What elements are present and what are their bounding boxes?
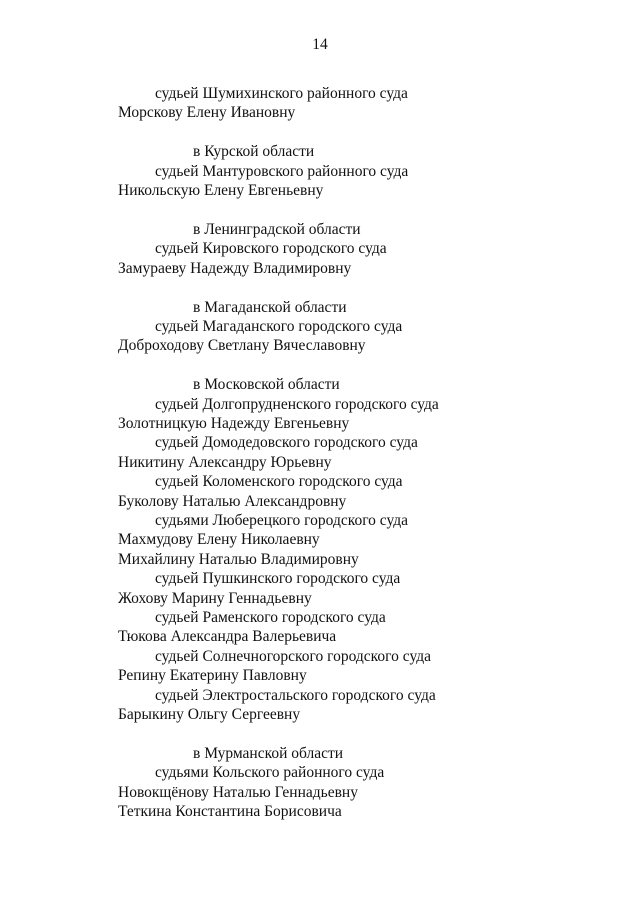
region-block (0, 375, 640, 724)
region-heading: в Мурманской области (193, 744, 344, 762)
court-line: судьей Солнечногорского городского суда (155, 647, 431, 665)
judge-name: Барыкину Ольгу Сергеевну (118, 705, 301, 723)
court-line: судьями Люберецкого городского суда (155, 512, 409, 530)
region-heading: в Магаданской области (193, 298, 347, 316)
judge-name: Махмудову Елену Николаевну (118, 531, 320, 549)
region-block (0, 744, 640, 822)
judge-name: Тюкова Александра Валерьевича (118, 628, 337, 646)
judge-name: Теткина Константина Борисовича (118, 803, 342, 820)
region-block (0, 298, 640, 356)
judge-name: Никольскую Елену Евгеньевну (118, 182, 324, 200)
judge-name: Репину Екатерину Павловну (118, 667, 307, 685)
court-line: судьей Коломенского городского суда (155, 473, 403, 491)
appointment-list (0, 84, 640, 841)
judge-name: Михайлину Наталью Владимировну (118, 550, 359, 568)
page-number: 14 (312, 36, 328, 53)
judge-name: Замураеву Надежду Владимировну (118, 259, 352, 277)
court-line: судьями Кольского районного суда (155, 764, 385, 782)
region-block (0, 84, 640, 123)
judge-name: Никитину Александру Юрьевну (118, 453, 332, 471)
region-block (0, 142, 640, 200)
judge-name: Золотницкую Надежду Евгеньевну (118, 415, 350, 433)
judge-name: Жохову Марину Геннадьевну (118, 589, 312, 607)
court-line: судьей Магаданского городского суда (155, 318, 403, 336)
judge-name: Морскову Елену Ивановну (118, 104, 296, 122)
court-line: судьей Электростальского городского суда (155, 686, 436, 704)
court-line: судьей Шумихинского районного суда (155, 85, 408, 102)
judge-name: Буколову Наталью Александровну (118, 492, 347, 510)
court-line: судьей Долгопрудненского городского суда (155, 395, 439, 413)
region-block (0, 220, 640, 278)
region-heading: в Курской области (193, 143, 315, 161)
court-line: судьей Домодедовского городского суда (155, 434, 418, 452)
court-line: судьей Мантуровского районного суда (155, 162, 409, 180)
judge-name: Новокщёнову Наталью Геннадьевну (118, 783, 358, 801)
region-heading: в Ленинградской области (193, 220, 361, 238)
judge-name: Доброходову Светлану Вячеславовну (118, 337, 366, 355)
court-line: судьей Пушкинского городского суда (155, 570, 401, 588)
court-line: судьей Кировского городского суда (155, 240, 387, 258)
court-line: судьей Раменского городского суда (155, 608, 386, 626)
region-heading: в Московской области (193, 376, 340, 394)
